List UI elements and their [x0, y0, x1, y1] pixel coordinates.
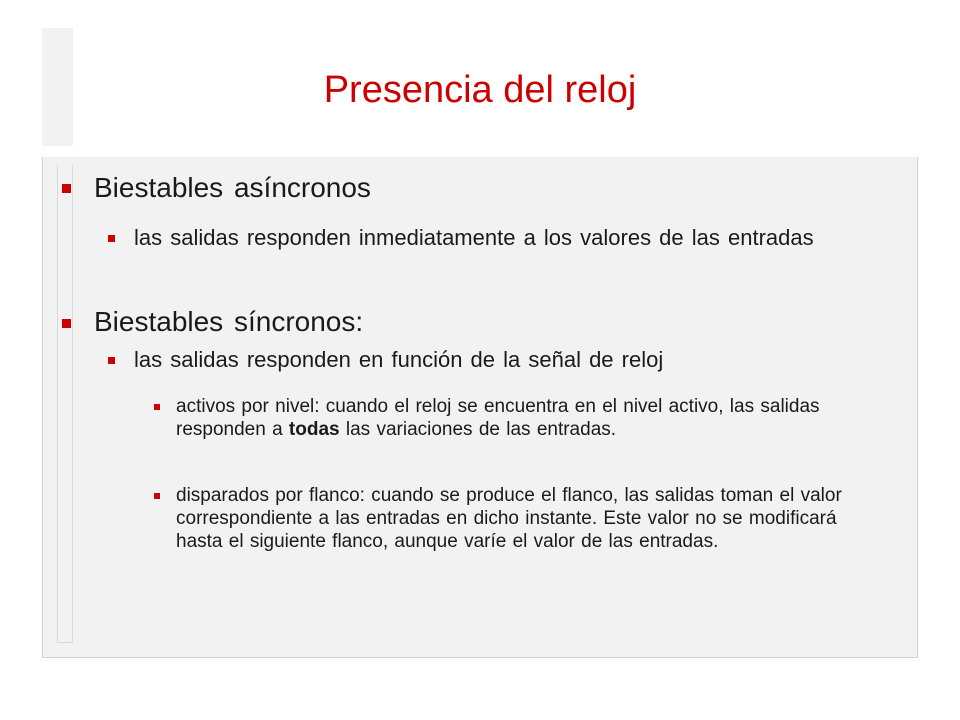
- bullet-item-asincronos: Biestables asíncronos: [94, 172, 371, 203]
- bullet-square-icon: [108, 357, 115, 364]
- bullet-subsubitem-nivel: [176, 395, 886, 441]
- bullet-subsubitem-flanco: disparados por flanco: cuando se produce el flanco, las salidas toman el valor correspondiente a las entradas en dicho instante. Este valor no se modificará hasta el siguiente flanco, aunque varíe el valor de las entradas.: [176, 485, 842, 552]
- bullet-square-icon: [62, 184, 71, 193]
- bullet-square-icon: [108, 235, 115, 242]
- nivel-text-end: las variaciones de las entradas.: [339, 419, 617, 440]
- bullet-item-sincronos: Biestables síncronos:: [94, 306, 364, 337]
- bullet-subitem-sincronos: las salidas responden en función de la señal de reloj: [134, 347, 664, 372]
- bullet-square-icon: [154, 404, 160, 410]
- bullet-subitem-asincronos: las salidas responden inmediatamente a los valores de las entradas: [134, 225, 814, 250]
- nivel-text-bold: todas: [288, 419, 340, 440]
- bullet-square-icon: [154, 493, 160, 499]
- nivel-text-start: activos por nivel: cuando el reloj se encuentra en el nivel activo, las salidas responden a: [176, 396, 820, 440]
- bullet-square-icon: [62, 319, 71, 328]
- slide-title: Presencia del reloj: [323, 69, 637, 111]
